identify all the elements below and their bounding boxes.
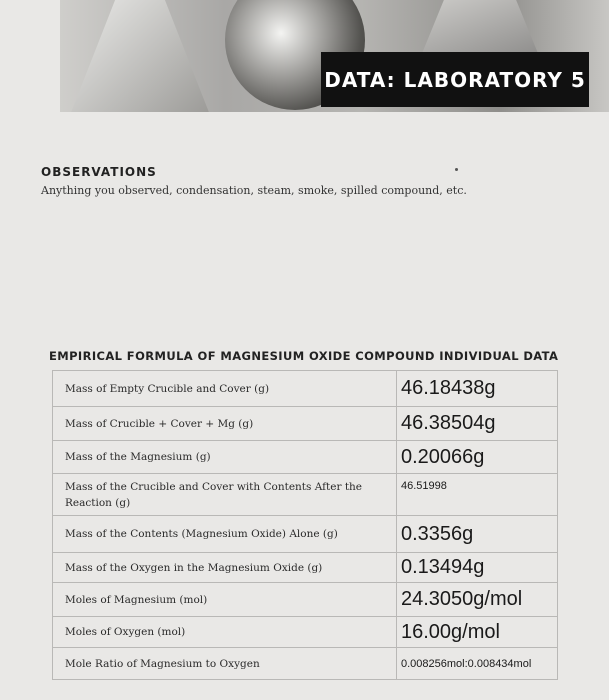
- data-table: [52, 370, 558, 680]
- row-label: Mass of the Contents (Magnesium Oxide) Alone (g): [53, 516, 397, 553]
- stray-dot: [455, 168, 458, 171]
- observations-description: Anything you observed, condensation, steam, smoke, spilled compound, etc.: [41, 184, 467, 197]
- row-value-field[interactable]: 16.00g/mol: [397, 617, 558, 648]
- row-value-field[interactable]: 0.3356g: [397, 516, 558, 553]
- table-row: [53, 441, 558, 474]
- row-label: Moles of Oxygen (mol): [53, 617, 397, 648]
- table-row: [53, 474, 558, 516]
- flask-image: [70, 0, 210, 112]
- row-label: Mass of the Magnesium (g): [53, 441, 397, 474]
- table-row: [53, 617, 558, 648]
- table-row: [53, 553, 558, 583]
- row-value-field[interactable]: 24.3050g/mol: [397, 583, 558, 617]
- table-row: [53, 648, 558, 680]
- row-value-field[interactable]: 46.38504g: [397, 407, 558, 441]
- row-label: Moles of Magnesium (mol): [53, 583, 397, 617]
- table-heading: EMPIRICAL FORMULA OF MAGNESIUM OXIDE COMPOUND INDIVIDUAL DATA: [49, 349, 559, 363]
- row-value-field[interactable]: 0.20066g: [397, 441, 558, 474]
- row-value-field[interactable]: 46.18438g: [397, 371, 558, 407]
- row-label: Mole Ratio of Magnesium to Oxygen: [53, 648, 397, 680]
- row-value-field[interactable]: 0.008256mol:0.008434mol: [397, 648, 558, 680]
- row-value-field[interactable]: 0.13494g: [397, 553, 558, 583]
- row-label: Mass of Empty Crucible and Cover (g): [53, 371, 397, 407]
- banner-title: DATA: LABORATORY 5: [321, 52, 589, 107]
- row-label: Mass of Crucible + Cover + Mg (g): [53, 407, 397, 441]
- observations-heading: OBSERVATIONS: [41, 165, 157, 179]
- table-row: [53, 583, 558, 617]
- row-label: Mass of the Oxygen in the Magnesium Oxide (g): [53, 553, 397, 583]
- table-row: [53, 407, 558, 441]
- row-label: Mass of the Crucible and Cover with Contents After the Reaction (g): [53, 474, 397, 516]
- table-row: [53, 371, 558, 407]
- table-row: [53, 516, 558, 553]
- row-value-field[interactable]: 46.51998: [397, 474, 558, 516]
